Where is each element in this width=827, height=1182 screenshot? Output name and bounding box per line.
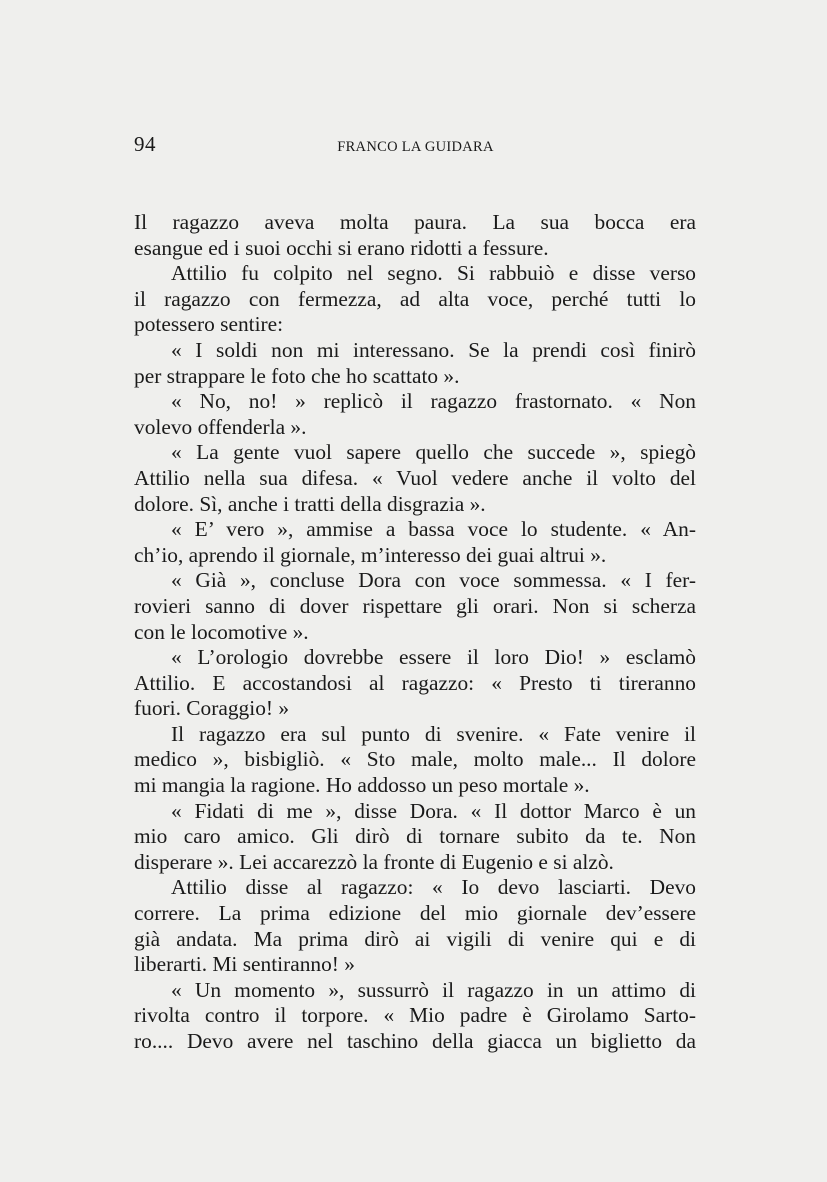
running-head [0, 137, 827, 157]
text-line: ro.... Devo avere nel taschino della giacca un biglietto da [134, 1029, 696, 1053]
text-line: con le locomotive ». [134, 619, 309, 644]
text-line: già andata. Ma prima dirò ai vigili di venire qui e di [134, 926, 696, 951]
text-line: « No, no! » replicò il ragazzo frastornato. « Non [171, 389, 696, 414]
text-line: disperare ». Lei accarezzò la fronte di Eugenio e si alzò. [134, 849, 614, 874]
page-number: 94 [134, 132, 156, 156]
text-line: « La gente vuol sapere quello che succede », spiegò [171, 440, 696, 465]
text-line: rovieri sanno di dover rispettare gli orari. Non si scherza [134, 593, 696, 618]
text-line: « Fidati di me », disse Dora. « Il dottor Marco è un [171, 798, 696, 823]
text-line: Il ragazzo aveva molta paura. La sua bocca era [134, 210, 696, 234]
text-line: rivolta contro il torpore. « Mio padre è Girolamo Sarto- [134, 1003, 696, 1028]
text-line: liberarti. Mi sentiranno! » [134, 952, 355, 977]
text-line: volevo offenderla ». [134, 414, 307, 439]
text-line: Attilio nella sua difesa. « Vuol vedere anche il volto del [134, 465, 696, 490]
text-line: ch’io, aprendo il giornale, m’interesso dei guai altrui ». [134, 542, 607, 567]
text-line: Il ragazzo era sul punto di svenire. « Fate venire il [171, 721, 696, 746]
text-line: medico », bisbigliò. « Sto male, molto male... Il dolore [134, 747, 696, 772]
text-line: fuori. Coraggio! » [134, 696, 290, 721]
running-head-text: FRANCO LA GUIDARA [337, 139, 494, 155]
text-line: « I soldi non mi interessano. Se la prendi così finirò [171, 337, 696, 362]
text-line: Attilio disse al ragazzo: « Io devo lasciarti. Devo [171, 875, 696, 900]
text-line: « Un momento », sussurrò il ragazzo in un attimo di [171, 977, 696, 1002]
text-line: mio caro amico. Gli dirò di tornare subito da te. Non [134, 824, 696, 849]
text-line: mi mangia la ragione. Ho addosso un peso mortale ». [134, 773, 590, 798]
text-line: esangue ed i suoi occhi si erano ridotti a fessure. [134, 235, 549, 260]
text-line: Attilio. E accostandosi al ragazzo: « Presto ti tireranno [134, 670, 696, 695]
body-text [134, 210, 696, 1055]
text-line: correre. La prima edizione del mio giornale dev’essere [134, 901, 696, 926]
text-line: « L’orologio dovrebbe essere il loro Dio! » esclamò [171, 645, 696, 670]
text-line: per strappare le foto che ho scattato ». [134, 363, 460, 388]
text-line: potessero sentire: [134, 312, 284, 337]
text-line: « Già », concluse Dora con voce sommessa. « I fer- [171, 568, 696, 593]
text-line: « E’ vero », ammise a bassa voce lo studente. « An- [171, 517, 696, 542]
text-line: dolore. Sì, anche i tratti della disgrazia ». [134, 491, 486, 516]
text-line: Attilio fu colpito nel segno. Si rabbuiò e disse verso [171, 261, 696, 286]
text-line: il ragazzo con fermezza, ad alta voce, perché tutti lo [134, 286, 696, 311]
